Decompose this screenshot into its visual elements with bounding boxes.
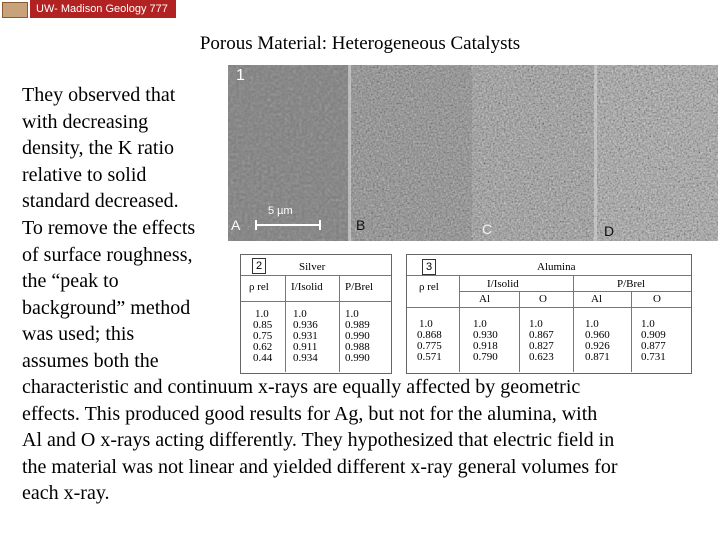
column-subheader: O bbox=[653, 293, 661, 305]
body-line: density, the K ratio bbox=[22, 137, 175, 160]
table-cell: 0.930 bbox=[473, 329, 498, 341]
table-title: Alumina bbox=[537, 261, 576, 273]
table-cell: 1.0 bbox=[529, 318, 543, 330]
table-cell: 1.0 bbox=[293, 308, 307, 320]
panel-label-a: A bbox=[231, 217, 241, 233]
logo-text: UW- Madison Geology 777 bbox=[30, 0, 176, 18]
body-line: background” method bbox=[22, 296, 191, 319]
table-cell: 0.62 bbox=[253, 341, 273, 353]
body-line: relative to solid bbox=[22, 163, 147, 186]
panel-label-c: C bbox=[482, 221, 493, 237]
table-cell: 1.0 bbox=[419, 318, 433, 330]
scale-bar-label: 5 µm bbox=[268, 205, 293, 217]
micrograph-image bbox=[228, 65, 718, 241]
table-cell: 0.931 bbox=[293, 330, 318, 342]
table-cell: 0.926 bbox=[585, 340, 610, 352]
table-cell: 0.909 bbox=[641, 329, 666, 341]
micrograph-figure bbox=[228, 65, 718, 241]
table-number: 3 bbox=[422, 259, 436, 275]
panel-label-d: D bbox=[604, 223, 615, 239]
column-header: ρ rel bbox=[249, 281, 269, 293]
silver-table bbox=[240, 254, 392, 374]
table-cell: 1.0 bbox=[641, 318, 655, 330]
body-line: the material was not linear and yielded different x-ray general volumes for bbox=[22, 455, 618, 478]
column-subheader: Al bbox=[479, 293, 490, 305]
table-cell: 1.0 bbox=[473, 318, 487, 330]
table-cell: 0.990 bbox=[345, 330, 370, 342]
body-line: each x-ray. bbox=[22, 482, 110, 505]
table-cell: 0.988 bbox=[345, 341, 370, 353]
column-header: I/Isolid bbox=[291, 281, 323, 293]
alumina-table bbox=[406, 254, 692, 374]
table-cell: 0.911 bbox=[293, 341, 318, 353]
column-header: P/Brel bbox=[617, 278, 646, 290]
table-number: 2 bbox=[252, 258, 266, 274]
figure-number: 1 bbox=[236, 67, 245, 84]
table-cell: 0.960 bbox=[585, 329, 610, 341]
body-line: with decreasing bbox=[22, 110, 149, 133]
body-line: characteristic and continuum x-rays are equally affected by geometric bbox=[22, 376, 581, 398]
table-cell: 1.0 bbox=[255, 308, 269, 320]
table-cell: 0.790 bbox=[473, 351, 498, 363]
body-line: effects. This produced good results for Ag, but not for the alumina, with bbox=[22, 402, 598, 425]
table-cell: 0.571 bbox=[417, 351, 442, 363]
table-cell: 0.936 bbox=[293, 319, 318, 331]
body-text-bottom bbox=[22, 374, 692, 507]
body-line: standard decreased. bbox=[22, 190, 179, 213]
table-cell: 0.44 bbox=[253, 352, 273, 364]
column-header: ρ rel bbox=[419, 281, 439, 293]
column-subheader: Al bbox=[591, 293, 602, 305]
table-cell: 1.0 bbox=[345, 308, 359, 320]
body-line: Al and O x-rays acting differently. They hypothesized that electric field in bbox=[22, 429, 615, 452]
table-cell: 0.934 bbox=[293, 352, 318, 364]
body-line: To remove the effects bbox=[22, 216, 196, 239]
body-line: of surface roughness, bbox=[22, 243, 193, 266]
table-cell: 0.623 bbox=[529, 351, 554, 363]
table-cell: 0.775 bbox=[417, 340, 442, 352]
panel-label-b: B bbox=[356, 217, 366, 233]
column-header: P/Brel bbox=[345, 281, 374, 293]
table-cell: 0.871 bbox=[585, 351, 610, 363]
table-cell: 0.868 bbox=[417, 329, 442, 341]
body-line: the “peak to bbox=[22, 270, 119, 293]
body-line: was used; this bbox=[22, 323, 135, 346]
slide-title: Porous Material: Heterogeneous Catalysts bbox=[199, 33, 521, 54]
table-title: Silver bbox=[299, 261, 326, 273]
table-cell: 0.990 bbox=[345, 352, 370, 364]
table-cell: 0.918 bbox=[473, 340, 498, 352]
body-line: They observed that bbox=[22, 84, 176, 106]
table-cell: 0.827 bbox=[529, 340, 554, 352]
table-cell: 0.75 bbox=[253, 330, 273, 342]
column-header: I/Isolid bbox=[487, 278, 519, 290]
table-cell: 0.877 bbox=[641, 340, 666, 352]
course-logo bbox=[0, 0, 178, 20]
table-cell: 0.989 bbox=[345, 319, 370, 331]
table-cell: 0.731 bbox=[641, 351, 666, 363]
body-line: assumes both the bbox=[22, 349, 159, 372]
table-cell: 1.0 bbox=[585, 318, 599, 330]
logo-emblem-icon bbox=[2, 2, 28, 18]
table-cell: 0.85 bbox=[253, 319, 273, 331]
column-subheader: O bbox=[539, 293, 547, 305]
table-cell: 0.867 bbox=[529, 329, 554, 341]
body-text-left bbox=[22, 82, 227, 375]
